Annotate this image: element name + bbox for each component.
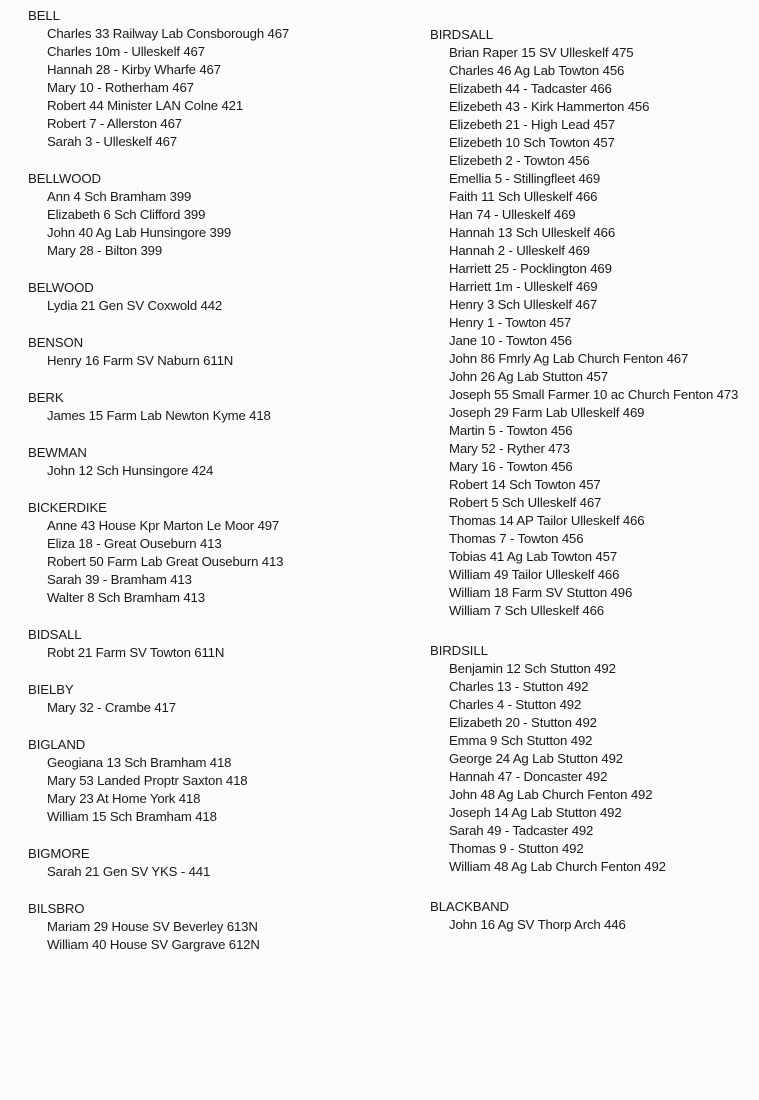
person-entry: Henry 3 Sch Ulleskelf 467 — [449, 297, 597, 312]
entry-list — [28, 754, 408, 826]
person-entry: Emma 9 Sch Stutton 492 — [449, 733, 593, 748]
surname-group — [430, 26, 755, 620]
person-entry: Emellia 5 - Stillingfleet 469 — [449, 171, 601, 186]
surname-heading: BIDSALL — [28, 627, 82, 642]
person-entry: Elizebeth 21 - High Lead 457 — [449, 117, 615, 132]
person-entry: Thomas 9 - Stutton 492 — [449, 841, 584, 856]
person-entry: Geogiana 13 Sch Bramham 418 — [47, 755, 232, 770]
surname-heading: BIELBY — [28, 682, 74, 697]
person-entry: Joseph 55 Small Farmer 10 ac Church Fenton 473 — [449, 387, 739, 402]
person-entry: Jane 10 - Towton 456 — [449, 333, 572, 348]
surname-heading: BIRDSALL — [430, 27, 493, 42]
surname-heading: BIRDSILL — [430, 643, 488, 658]
person-entry: John 16 Ag SV Thorp Arch 446 — [449, 917, 626, 932]
person-entry: Mary 10 - Rotherham 467 — [47, 80, 194, 95]
person-entry: Elizebeth 2 - Towton 456 — [449, 153, 590, 168]
person-entry: William 18 Farm SV Stutton 496 — [449, 585, 633, 600]
person-entry: Benjamin 12 Sch Stutton 492 — [449, 661, 616, 676]
person-entry: John 48 Ag Lab Church Fenton 492 — [449, 787, 653, 802]
person-entry: Elizebeth 10 Sch Towton 457 — [449, 135, 615, 150]
person-entry: Charles 4 - Stutton 492 — [449, 697, 582, 712]
person-entry: Robert 14 Sch Towton 457 — [449, 477, 601, 492]
entry-list — [28, 25, 408, 151]
person-entry: William 7 Sch Ulleskelf 466 — [449, 603, 604, 618]
person-entry: Robt 21 Farm SV Towton 611N — [47, 645, 225, 660]
person-entry: Eliza 18 - Great Ouseburn 413 — [47, 536, 222, 551]
person-entry: Tobias 41 Ag Lab Towton 457 — [449, 549, 618, 564]
surname-group — [28, 279, 408, 315]
person-entry: Hannah 28 - Kirby Wharfe 467 — [47, 62, 221, 77]
person-entry: Thomas 14 AP Tailor Ulleskelf 466 — [449, 513, 645, 528]
person-entry: John 40 Ag Lab Hunsingore 399 — [47, 225, 232, 240]
entry-list — [28, 699, 408, 717]
left-column — [28, 7, 408, 973]
person-entry: Mary 32 - Crambe 417 — [47, 700, 176, 715]
person-entry: Sarah 49 - Tadcaster 492 — [449, 823, 594, 838]
person-entry: Ann 4 Sch Bramham 399 — [47, 189, 192, 204]
person-entry: Robert 50 Farm Lab Great Ouseburn 413 — [47, 554, 284, 569]
entry-list — [430, 44, 755, 620]
entry-list — [28, 517, 408, 607]
person-entry: Henry 16 Farm SV Naburn 611N — [47, 353, 234, 368]
entry-list — [28, 863, 408, 881]
surname-heading: BELWOOD — [28, 280, 94, 295]
surname-heading: BELL — [28, 8, 60, 23]
entry-list — [28, 462, 408, 480]
person-entry: Walter 8 Sch Bramham 413 — [47, 590, 205, 605]
surname-group — [430, 642, 755, 876]
surname-group — [28, 7, 408, 151]
surname-group — [28, 626, 408, 662]
person-entry: Charles 10m - Ulleskelf 467 — [47, 44, 205, 59]
person-entry: Mariam 29 House SV Beverley 613N — [47, 919, 258, 934]
person-entry: John 12 Sch Hunsingore 424 — [47, 463, 214, 478]
surname-heading: BICKERDIKE — [28, 500, 107, 515]
person-entry: Harriett 25 - Pocklington 469 — [449, 261, 612, 276]
person-entry: Hannah 47 - Doncaster 492 — [449, 769, 608, 784]
surname-heading: BIGLAND — [28, 737, 86, 752]
entry-list — [28, 352, 408, 370]
person-entry: Charles 46 Ag Lab Towton 456 — [449, 63, 625, 78]
person-entry: Brian Raper 15 SV Ulleskelf 475 — [449, 45, 634, 60]
person-entry: Hannah 13 Sch Ulleskelf 466 — [449, 225, 616, 240]
entry-list — [28, 918, 408, 954]
right-column — [430, 26, 755, 934]
person-entry: James 15 Farm Lab Newton Kyme 418 — [47, 408, 271, 423]
surname-group — [28, 444, 408, 480]
person-entry: Elizabeth 20 - Stutton 492 — [449, 715, 597, 730]
entry-list — [430, 916, 755, 934]
person-entry: George 24 Ag Lab Stutton 492 — [449, 751, 623, 766]
person-entry: Elizabeth 6 Sch Clifford 399 — [47, 207, 206, 222]
surname-heading: BIGMORE — [28, 846, 90, 861]
person-entry: Harriett 1m - Ulleskelf 469 — [449, 279, 598, 294]
surname-group — [28, 389, 408, 425]
entry-list — [430, 660, 755, 876]
entry-list — [28, 188, 408, 260]
surname-group — [28, 334, 408, 370]
surname-heading: BLACKBAND — [430, 899, 509, 914]
surname-group — [28, 499, 408, 607]
person-entry: William 49 Tailor Ulleskelf 466 — [449, 567, 620, 582]
surname-heading: BEWMAN — [28, 445, 87, 460]
person-entry: Sarah 3 - Ulleskelf 467 — [47, 134, 177, 149]
person-entry: Joseph 14 Ag Lab Stutton 492 — [449, 805, 622, 820]
person-entry: Han 74 - Ulleskelf 469 — [449, 207, 576, 222]
person-entry: Robert 44 Minister LAN Colne 421 — [47, 98, 244, 113]
surname-group — [430, 898, 755, 934]
person-entry: William 48 Ag Lab Church Fenton 492 — [449, 859, 666, 874]
person-entry: Charles 33 Railway Lab Consborough 467 — [47, 26, 290, 41]
person-entry: William 40 House SV Gargrave 612N — [47, 937, 260, 952]
person-entry: Mary 52 - Ryther 473 — [449, 441, 570, 456]
surname-heading: BELLWOOD — [28, 171, 101, 186]
person-entry: Anne 43 House Kpr Marton Le Moor 497 — [47, 518, 280, 533]
person-entry: Robert 5 Sch Ulleskelf 467 — [449, 495, 602, 510]
person-entry: Mary 23 At Home York 418 — [47, 791, 201, 806]
person-entry: Elizabeth 44 - Tadcaster 466 — [449, 81, 612, 96]
person-entry: Lydia 21 Gen SV Coxwold 442 — [47, 298, 223, 313]
person-entry: Henry 1 - Towton 457 — [449, 315, 572, 330]
surname-group — [28, 681, 408, 717]
person-entry: Joseph 29 Farm Lab Ulleskelf 469 — [449, 405, 645, 420]
person-entry: Mary 16 - Towton 456 — [449, 459, 573, 474]
person-entry: Charles 13 - Stutton 492 — [449, 679, 589, 694]
person-entry: Sarah 39 - Bramham 413 — [47, 572, 192, 587]
person-entry: Mary 28 - Bilton 399 — [47, 243, 163, 258]
person-entry: John 86 Fmrly Ag Lab Church Fenton 467 — [449, 351, 689, 366]
person-entry: Elizebeth 43 - Kirk Hammerton 456 — [449, 99, 650, 114]
person-entry: Robert 7 - Allerston 467 — [47, 116, 182, 131]
surname-heading: BENSON — [28, 335, 84, 350]
surname-group — [28, 845, 408, 881]
person-entry: Martin 5 - Towton 456 — [449, 423, 573, 438]
surname-heading: BILSBRO — [28, 901, 85, 916]
person-entry: Thomas 7 - Towton 456 — [449, 531, 584, 546]
person-entry: William 15 Sch Bramham 418 — [47, 809, 217, 824]
entry-list — [28, 407, 408, 425]
entry-list — [28, 644, 408, 662]
person-entry: Faith 11 Sch Ulleskelf 466 — [449, 189, 598, 204]
surname-heading: BERK — [28, 390, 64, 405]
surname-group — [28, 736, 408, 826]
entry-list — [28, 297, 408, 315]
surname-group — [28, 900, 408, 954]
person-entry: John 26 Ag Lab Stutton 457 — [449, 369, 608, 384]
surname-group — [28, 170, 408, 260]
person-entry: Sarah 21 Gen SV YKS - 441 — [47, 864, 211, 879]
person-entry: Mary 53 Landed Proptr Saxton 418 — [47, 773, 248, 788]
person-entry: Hannah 2 - Ulleskelf 469 — [449, 243, 590, 258]
